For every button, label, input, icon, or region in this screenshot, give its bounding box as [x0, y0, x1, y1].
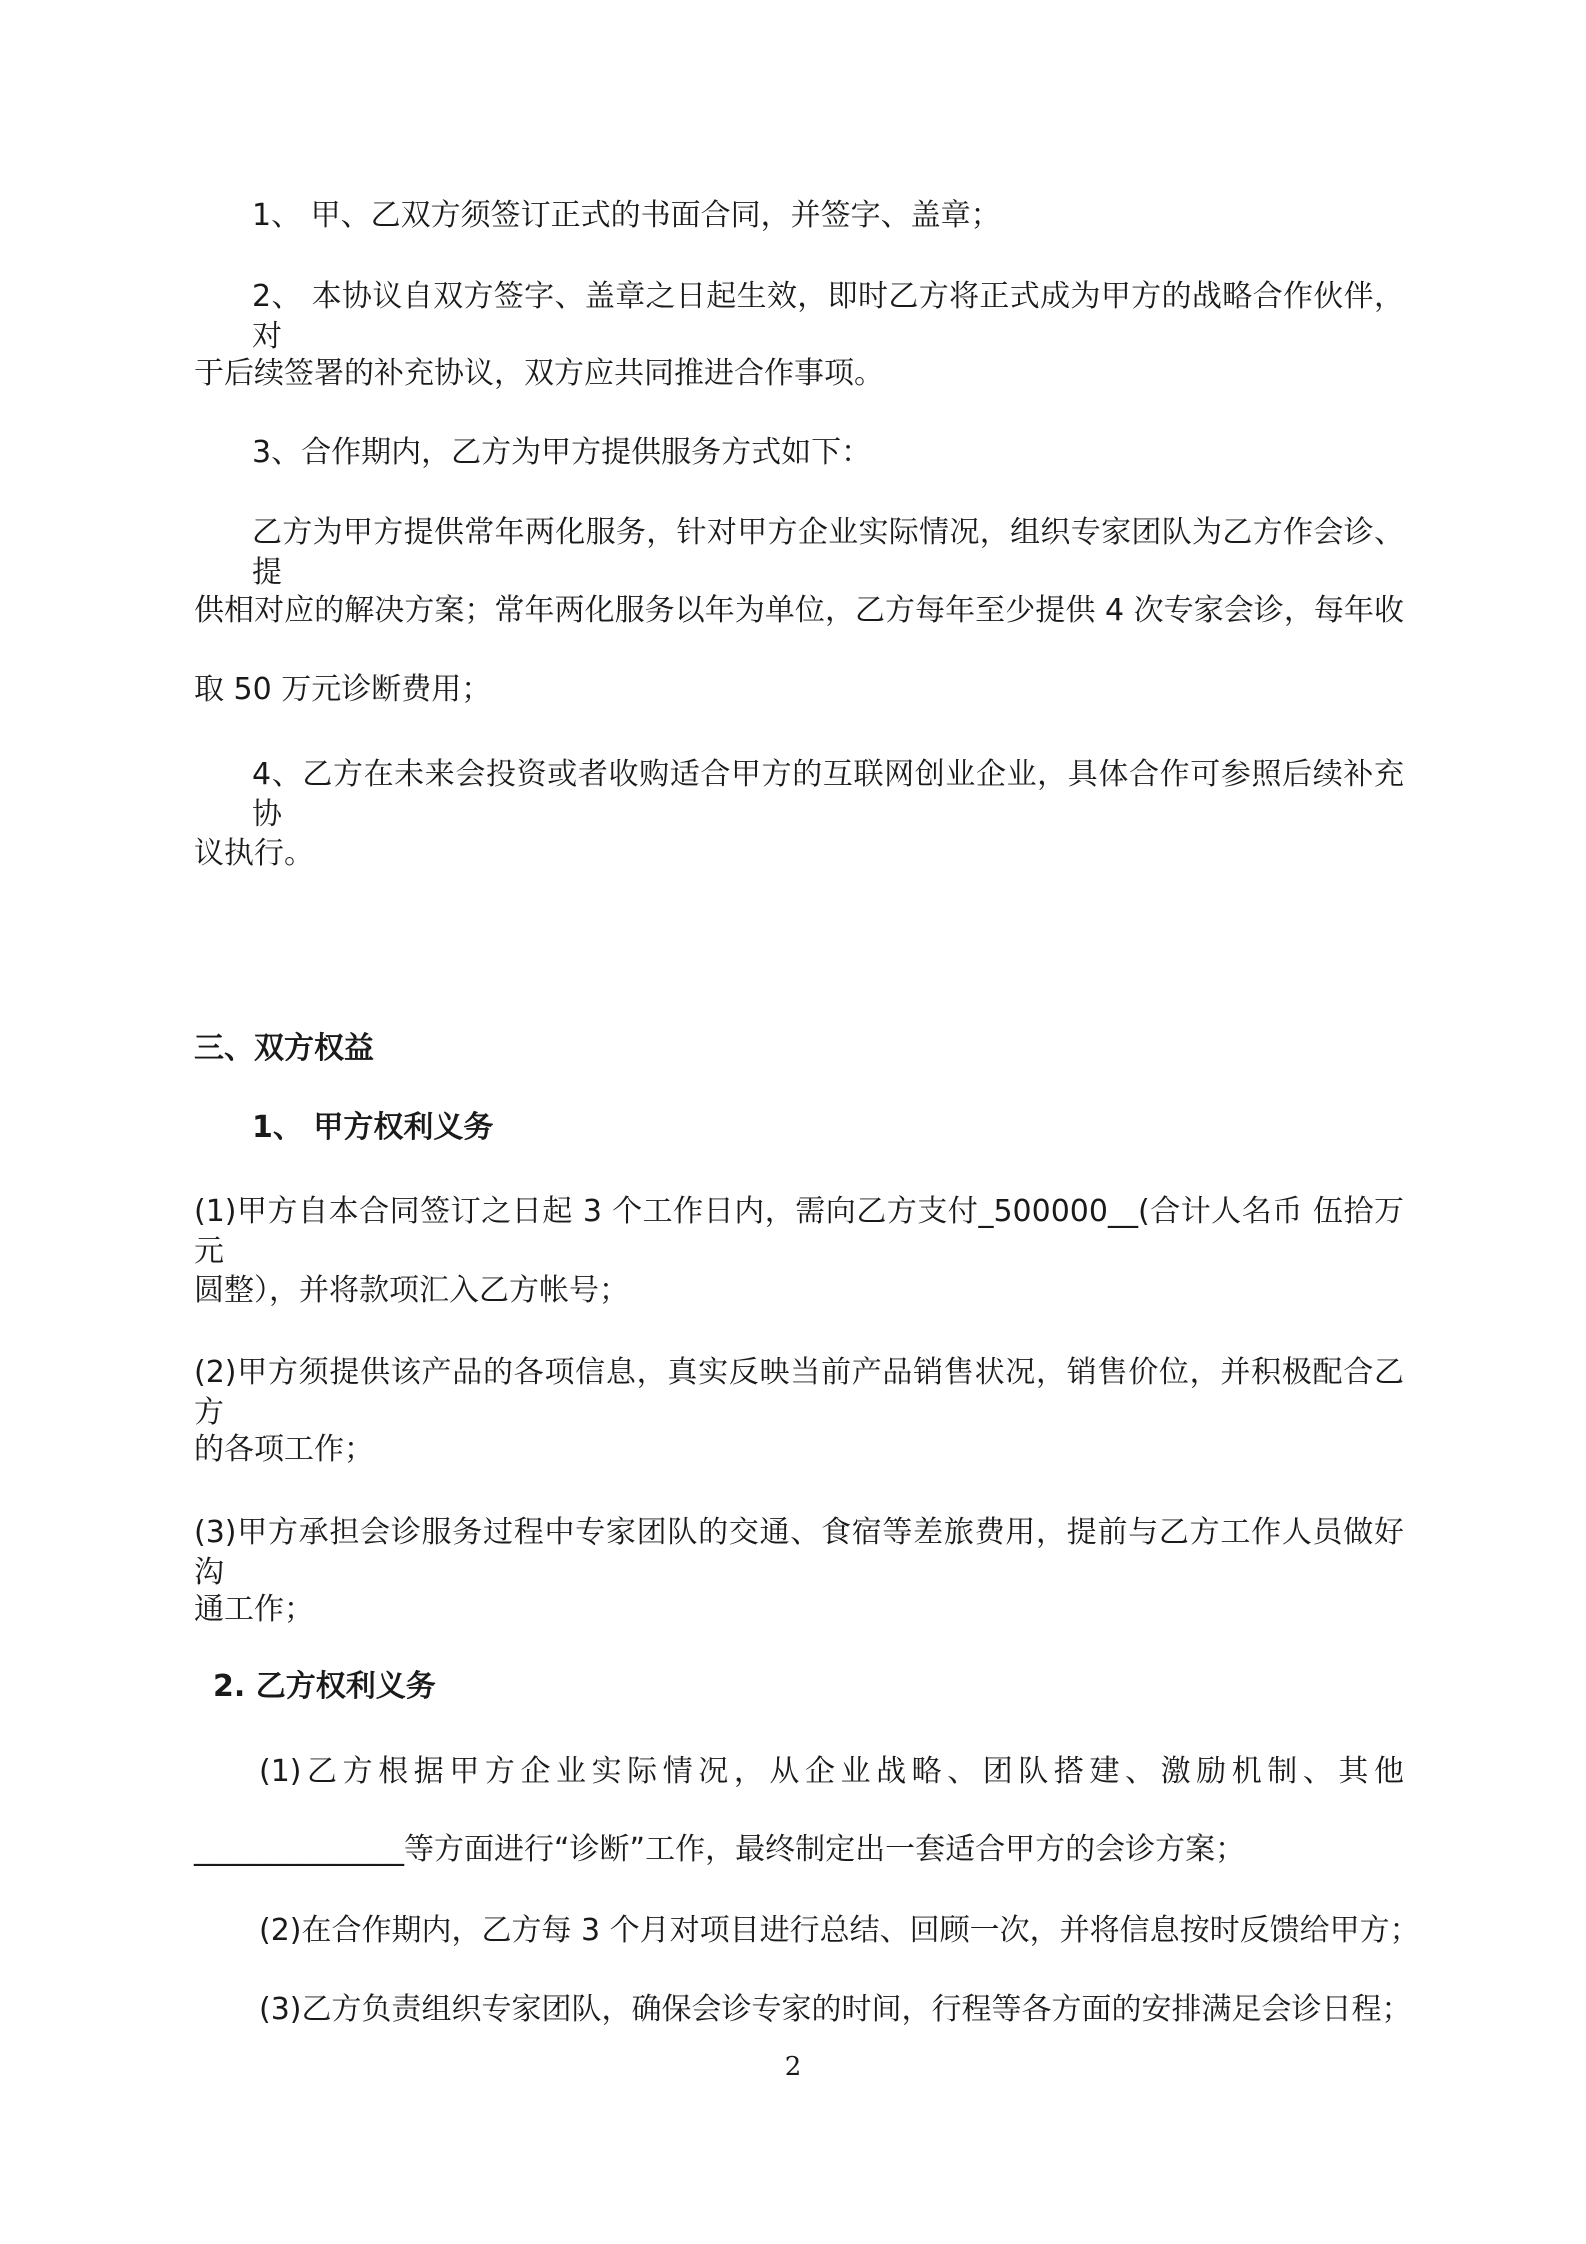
- item-4-line-1: 4、乙方在未来会投资或者收购适合甲方的互联网创业企业，具体合作可参照后续补充协: [252, 757, 1404, 832]
- party-a-clause-2-line-1: (2)甲方须提供该产品的各项信息，真实反映当前产品销售状况，销售价位，并积极配合乙方: [194, 1355, 1404, 1430]
- item-3-detail-line-2: 供相对应的解决方案；常年两化服务以年为单位，乙方每年至少提供 4 次专家会诊，每年收: [194, 593, 1404, 628]
- party-a-clause-2-line-2: 的各项工作；: [194, 1432, 374, 1467]
- party-b-clause-1-line-1: (1)乙方根据甲方企业实际情况，从企业战略、团队搭建、激励机制、其他: [259, 1754, 1404, 1789]
- party-a-clause-3-line-1: (3)甲方承担会诊服务过程中专家团队的交通、食宿等差旅费用，提前与乙方工作人员做好沟: [194, 1515, 1404, 1590]
- item-4-line-2: 议执行。: [194, 836, 314, 871]
- party-a-clause-3-line-2: 通工作；: [194, 1592, 314, 1627]
- item-2-line-2: 于后续签署的补充协议，双方应共同推进合作事项。: [194, 356, 884, 391]
- party-b-clause-3: (3)乙方负责组织专家团队，确保会诊专家的时间，行程等各方面的安排满足会诊日程；: [259, 1992, 1412, 2027]
- party-b-clause-1-line-2: ______________等方面进行“诊断”工作，最终制定出一套适合甲方的会诊方案；: [194, 1832, 1246, 1867]
- item-2-line-1: 2、 本协议自双方签字、盖章之日起生效，即时乙方将正式成为甲方的战略合作伙伴，对: [252, 279, 1404, 354]
- party-a-clause-1-line-1: (1)甲方自本合同签订之日起 3 个工作日内，需向乙方支付_500000__(合计人名币 伍拾万元: [194, 1194, 1404, 1269]
- party-b-clause-2: (2)在合作期内，乙方每 3 个月对项目进行总结、回顾一次，并将信息按时反馈给甲方；: [259, 1913, 1420, 1948]
- party-b-title: 2. 乙方权利义务: [213, 1669, 436, 1704]
- item-3: 3、合作期内，乙方为甲方提供服务方式如下：: [252, 435, 872, 470]
- party-a-title: 1、 甲方权利义务: [252, 1110, 494, 1145]
- page-number: 2: [784, 2052, 802, 2082]
- item-1: 1、 甲、乙双方须签订正式的书面合同，并签字、盖章；: [252, 198, 1001, 233]
- item-3-detail-line-3: 取 50 万元诊断费用；: [194, 672, 492, 707]
- party-a-clause-1-line-2: 圆整），并将款项汇入乙方帐号；: [194, 1273, 629, 1308]
- section-three-title: 三、双方权益: [194, 1031, 374, 1066]
- item-3-detail-line-1: 乙方为甲方提供常年两化服务，针对甲方企业实际情况，组织专家团队为乙方作会诊、提: [252, 515, 1404, 590]
